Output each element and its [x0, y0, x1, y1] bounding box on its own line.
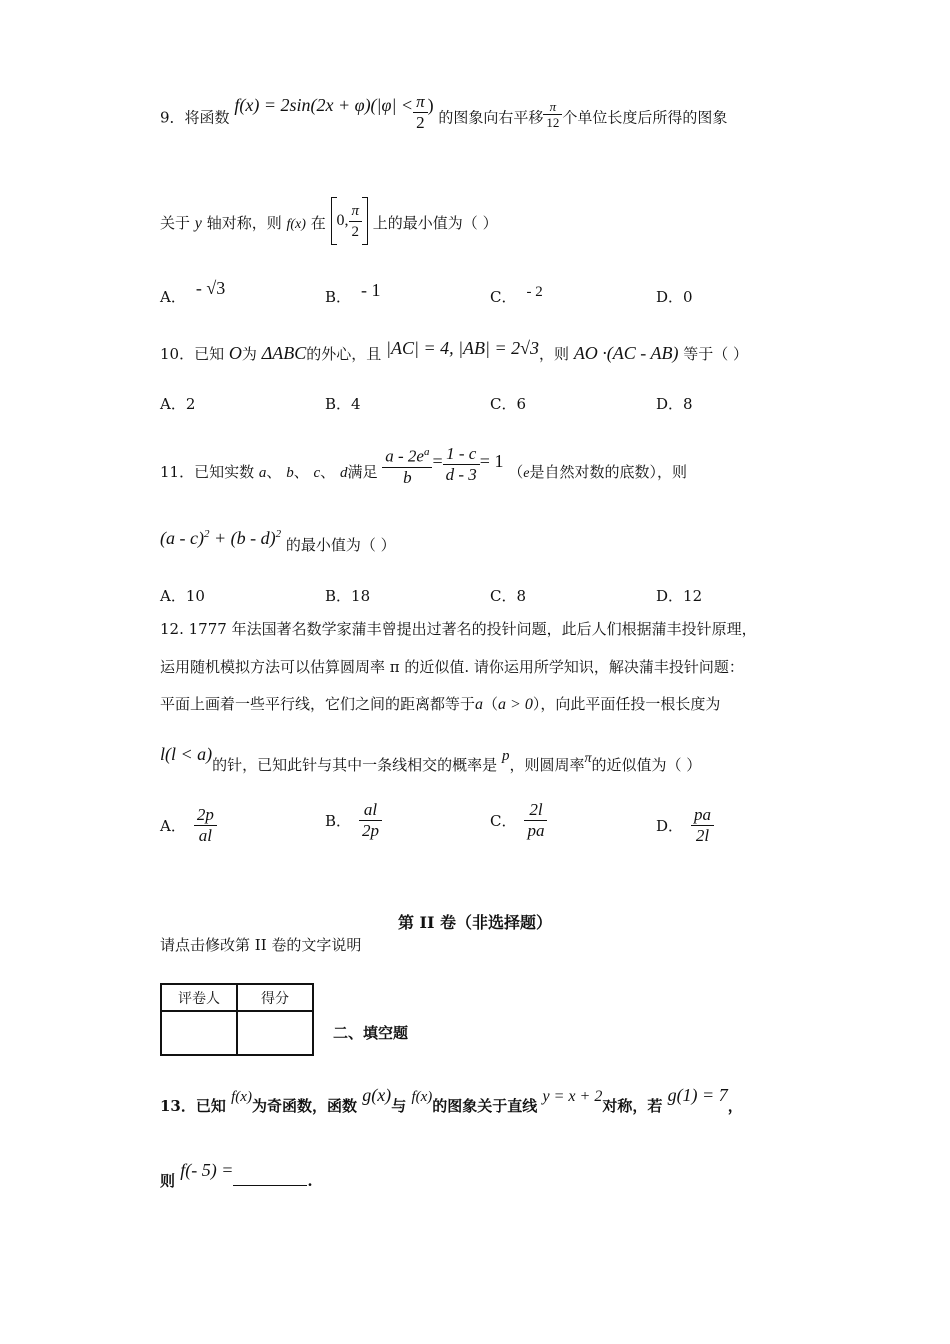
- option-value: - √3: [195, 278, 226, 298]
- option-label: D．: [656, 817, 684, 835]
- equals-one: = 1: [479, 450, 504, 471]
- text: （: [483, 695, 499, 713]
- section-note: 请点击修改第 II 卷的文字说明: [160, 936, 362, 954]
- q10-option-a[interactable]: [160, 393, 195, 414]
- variable-b: b: [286, 464, 294, 481]
- option-fraction: [691, 805, 714, 846]
- question-12-line-2: 运用随机模拟方法可以估算圆周率 π 的近似值. 请你运用所学知识，解决蒲丰投针问题：: [160, 658, 744, 676]
- option-label: C．: [490, 587, 517, 605]
- text: 对称，若: [602, 1097, 663, 1115]
- text: ），向此平面任投一根长度为: [532, 695, 721, 713]
- pi-over-12-fraction: [543, 99, 562, 130]
- q9-option-a[interactable]: [160, 278, 226, 307]
- question-number: 10．: [160, 345, 195, 363]
- q10-option-c[interactable]: [490, 393, 526, 414]
- text: 的近似值为（ ）: [591, 756, 702, 774]
- point-o: O: [228, 343, 242, 363]
- text: 在: [310, 214, 326, 232]
- interval-start: 0,: [336, 212, 349, 229]
- symbol-pi: π: [584, 751, 592, 766]
- text: 的外心，且: [306, 345, 382, 363]
- denominator: pa: [527, 821, 545, 840]
- question-11-line-2: [160, 530, 396, 555]
- option-value: 18: [351, 587, 371, 605]
- numerator: π: [543, 99, 562, 115]
- option-label: C．: [490, 288, 517, 306]
- expression: [160, 528, 281, 548]
- question-12-line-1: 12. 1777 年法国著名数学家蒲丰曾提出过著名的投针问题，此后人们根据蒲丰投针原理，: [160, 620, 757, 638]
- condition: a > 0: [498, 696, 533, 713]
- question-number: 9．: [160, 108, 185, 127]
- text: ，则: [539, 345, 570, 363]
- right-bracket: [362, 197, 368, 245]
- score-cell[interactable]: [237, 1011, 313, 1055]
- function-gx: g(x): [362, 1085, 392, 1105]
- text: 的图象向右平移: [438, 108, 544, 127]
- text: 已知: [194, 345, 225, 363]
- q11-option-c[interactable]: [490, 585, 526, 606]
- question-9-line-2: [160, 200, 498, 248]
- option-label: B．: [325, 587, 352, 605]
- q12-option-a[interactable]: [160, 805, 217, 846]
- text: 已知实数: [194, 462, 255, 481]
- variable-a: a: [258, 464, 267, 481]
- text: 的针，已知此针与其中一条线相交的概率是: [212, 756, 498, 774]
- option-value: - 2: [526, 284, 543, 300]
- option-label: A．: [160, 817, 186, 835]
- question-12-line-4: [160, 744, 702, 777]
- triangle-abc: ΔABC: [261, 343, 307, 363]
- option-label: D．: [656, 395, 684, 413]
- numerator: al: [359, 800, 382, 821]
- numerator: 1 - c: [443, 444, 480, 465]
- option-label: B．: [325, 812, 352, 830]
- variable-p: p: [501, 748, 510, 764]
- option-value: 4: [351, 395, 361, 413]
- text: ，: [727, 1097, 743, 1115]
- question-12-line-3: [160, 694, 720, 715]
- fraction-1: [382, 442, 432, 488]
- score-header: 得分: [237, 984, 313, 1011]
- answer-blank[interactable]: [233, 1171, 307, 1186]
- option-label: D．: [656, 587, 684, 605]
- function-fx: f(x): [411, 1089, 433, 1105]
- numerator: pa: [691, 805, 714, 826]
- review-table: [160, 983, 314, 1056]
- fraction-2: [443, 444, 480, 485]
- length-condition: |AC| = 4, |AB| = 2√3: [386, 338, 540, 358]
- denominator: 2l: [695, 826, 710, 845]
- question-13-line-1: [160, 1085, 743, 1117]
- exponent: 2: [275, 528, 282, 540]
- text: （: [508, 462, 524, 481]
- text: 为: [241, 345, 257, 363]
- text: 的图象关于直线: [432, 1097, 538, 1115]
- option-label: B．: [325, 395, 352, 413]
- pi-over-2-fraction: [413, 92, 428, 133]
- reviewer-cell[interactable]: [161, 1011, 237, 1055]
- denominator: 2: [351, 223, 359, 240]
- separator: 、: [320, 462, 336, 481]
- text: 轴对称，则: [206, 214, 282, 232]
- denominator: al: [198, 826, 212, 845]
- text: 是自然对数的底数），则: [529, 462, 687, 481]
- q12-option-d[interactable]: [656, 805, 714, 846]
- exponent: a: [423, 446, 430, 458]
- option-label: A．: [160, 395, 186, 413]
- question-9-line-1: [160, 92, 728, 139]
- variable-d: d: [339, 464, 348, 481]
- text: 与: [391, 1097, 407, 1115]
- option-value: - 1: [361, 280, 381, 300]
- denominator: 2: [416, 113, 425, 132]
- numerator: 2p: [194, 805, 217, 826]
- q11-option-b[interactable]: [325, 585, 370, 606]
- option-value: 10: [185, 587, 205, 605]
- exponent: 2: [203, 528, 210, 540]
- function-expression: f(x) = 2sin(2x + φ)(|φ| <: [234, 94, 414, 115]
- option-fraction: [359, 800, 382, 841]
- option-fraction: [194, 805, 217, 846]
- question-number: 13．: [160, 1097, 196, 1115]
- interval: [331, 197, 369, 245]
- q11-option-a[interactable]: [160, 585, 205, 606]
- pi-over-2-fraction: [349, 201, 363, 242]
- text: 平面上画着一些平行线，它们之间的距离都等于: [160, 695, 476, 713]
- option-label: B．: [325, 288, 352, 306]
- term-1: (a - c): [160, 528, 204, 548]
- reviewer-header: 评卷人: [161, 984, 237, 1011]
- text: 为奇函数，函数: [251, 1097, 357, 1115]
- line-equation: y = x + 2: [542, 1088, 603, 1105]
- text: 关于: [160, 214, 191, 232]
- denominator: b: [403, 467, 412, 487]
- numerator: π: [413, 92, 428, 113]
- needle-length: l(l < a): [160, 744, 213, 764]
- question-number: 11．: [160, 462, 195, 481]
- condition: g(1) = 7: [667, 1085, 728, 1105]
- variable-a: a: [475, 696, 484, 713]
- variable-e: e: [523, 465, 530, 481]
- option-label: D．: [656, 288, 684, 306]
- option-value: 12: [683, 587, 703, 605]
- denominator: 2p: [362, 821, 380, 840]
- text: 等于（ ）: [683, 345, 749, 363]
- q10-option-b[interactable]: [325, 393, 361, 414]
- text: 则: [160, 1172, 176, 1190]
- text: 个单位长度后所得的图象: [562, 108, 728, 127]
- close-paren: ): [427, 94, 434, 115]
- denominator: d - 3: [445, 465, 477, 485]
- variable-c: c: [313, 464, 321, 481]
- text: 上的最小值为（ ）: [372, 214, 498, 232]
- option-value: 8: [516, 587, 527, 605]
- question-13-line-2: [160, 1160, 313, 1191]
- denominator: 12: [546, 115, 560, 130]
- option-fraction: [524, 800, 547, 841]
- q12-option-b[interactable]: [325, 800, 382, 841]
- q9-option-b[interactable]: [325, 280, 381, 307]
- q10-option-d[interactable]: [656, 393, 693, 414]
- text: 已知: [195, 1097, 226, 1115]
- target-expression: f(- 5) =: [180, 1160, 234, 1180]
- text: 满足: [347, 462, 378, 481]
- text: 的最小值为（ ）: [285, 536, 396, 554]
- text: ，则圆周率: [509, 756, 585, 774]
- q12-option-c[interactable]: [490, 800, 547, 841]
- text: 将函数: [184, 108, 230, 127]
- option-value: 8: [683, 395, 693, 413]
- option-value: 2: [185, 395, 196, 413]
- option-label: A．: [160, 587, 186, 605]
- numerator: a - 2e: [385, 446, 424, 466]
- fill-in-heading: 二、填空题: [333, 1024, 409, 1042]
- q9-option-c[interactable]: [490, 284, 543, 307]
- function-fx: f(x): [231, 1089, 252, 1105]
- period: .: [307, 1172, 313, 1190]
- q9-option-d[interactable]: [656, 286, 693, 307]
- option-label: C．: [490, 395, 517, 413]
- question-10: [160, 338, 749, 364]
- option-value: 6: [516, 395, 527, 413]
- option-label: C．: [490, 812, 517, 830]
- separator: 、: [266, 462, 282, 481]
- numerator: π: [349, 201, 363, 222]
- q11-option-d[interactable]: [656, 585, 702, 606]
- variable-y: y: [194, 215, 202, 232]
- question-11-line-1: 11．已知实数 a、 b、 c、 d满足 $\frac{a - 2e^a}{b}$ = $\frac{1 - c}{d - 3}$ = 1 （e是自然对数的底数），则: [160, 450, 687, 496]
- section-title: 第 II 卷（非选择题）: [397, 913, 553, 932]
- separator: 、: [293, 462, 309, 481]
- option-value: 0: [683, 288, 693, 306]
- vector-expression: AO ·(AC - AB): [573, 343, 679, 363]
- function-fx: f(x): [286, 217, 306, 232]
- term-2: + (b - d): [213, 528, 276, 548]
- option-label: A．: [160, 288, 186, 306]
- numerator: 2l: [524, 800, 547, 821]
